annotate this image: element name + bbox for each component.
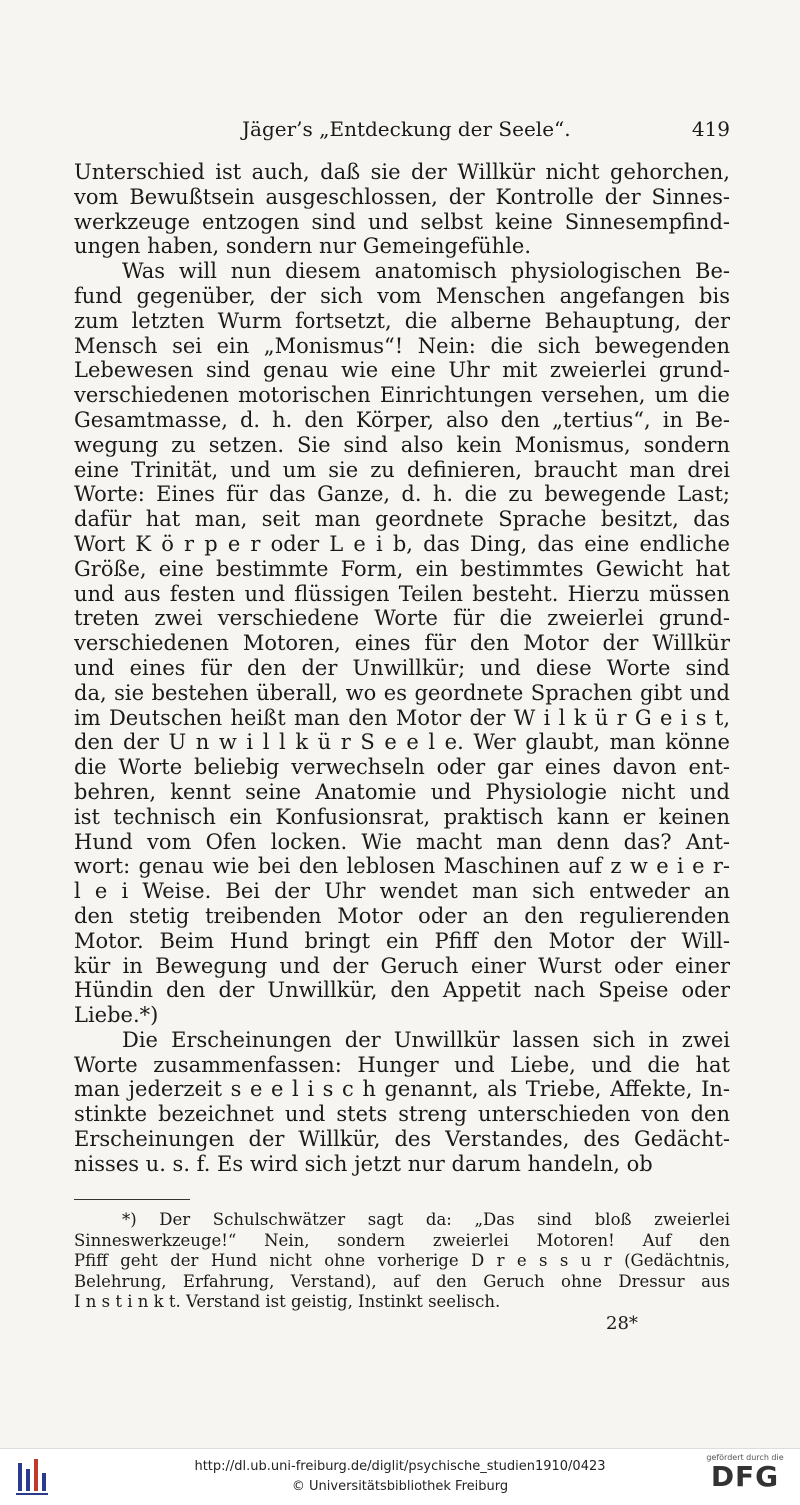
text-line: Hündin den der Unwillkür, den Appetit nach Speise oder: [74, 978, 730, 1003]
text-line: kür in Bewegung und der Geruch einer Wurst oder einer: [74, 953, 730, 978]
text-line: und eines für den der Unwillkür; und diese Worte sind: [74, 655, 730, 680]
footer-bar: [0, 1448, 800, 1505]
text-line: Erscheinungen der Willkür, des Verstandes, des Gedächt-: [74, 1127, 730, 1152]
text-line: Die Erscheinungen der Unwillkür lassen sich in zwei: [122, 1027, 730, 1052]
running-header: [74, 117, 730, 145]
footnote-rule: [74, 1199, 190, 1200]
text-line: treten zwei verschiedene Worte für die zweierlei grund-: [74, 606, 730, 631]
text-line: den stetig treibenden Motor oder an den regulierenden: [74, 903, 730, 928]
text-line: Größe, eine bestimmte Form, ein bestimmtes Gewicht hat: [74, 556, 730, 581]
text-line: Gesamtmasse, d. h. den Körper, also den „tertius“, in Be-: [74, 407, 730, 432]
footer-copyright: © Universitätsbibliothek Freiburg: [291, 1479, 509, 1494]
text-line: man jederzeit s e e l i s c h genannt, als Triebe, Affekte, In-: [74, 1077, 730, 1102]
text-line: die Worte beliebig verwechseln oder gar eines davon ent-: [74, 755, 730, 780]
footnote-line: *) Der Schulschwätzer sagt da: „Das sind bloß zweierlei: [122, 1210, 730, 1229]
text-line: Wort K ö r p e r oder L e i b, das Ding, das eine endliche: [74, 531, 730, 556]
text-line: Unterschied ist auch, daß sie der Willkür nicht gehorchen,: [74, 160, 730, 184]
footer-url[interactable]: http://dl.ub.uni-freiburg.de/diglit/psychische_studien1910/0423: [194, 1459, 606, 1474]
running-title: Jäger’s „Entdeckung der Seele“.: [242, 117, 571, 141]
text-line: wegung zu setzen. Sie sind also kein Monismus, sondern: [74, 432, 730, 457]
text-line: stinkte bezeichnet und stets streng unterschieden von den: [74, 1102, 730, 1127]
text-line: behren, kennt seine Anatomie und Physiologie nicht und: [74, 779, 730, 804]
text-line: im Deutschen heißt man den Motor der W i l k ü r G e i s t,: [74, 705, 730, 730]
text-line: wort: genau wie bei den leblosen Maschinen auf z w e i e r-: [74, 854, 730, 879]
footnote-line: Sinneswerkzeuge!“ Nein, sondern zweierlei Motoren! Auf den: [74, 1230, 730, 1250]
text-line: vom Bewußtsein ausgeschlossen, der Kontrolle der Sinnes-: [74, 184, 730, 209]
text-line: werkzeuge entzogen sind und selbst keine Sinnesempfind-: [74, 209, 730, 234]
footnote-line: I n s t i n k t. Verstand ist geistig, Instinkt seelisch.: [74, 1292, 501, 1311]
text-line: Motor. Beim Hund bringt ein Pfiff den Motor der Will-: [74, 928, 730, 953]
footnote-line: Pfiff geht der Hund nicht ohne vorherige D r e s s u r (Gedächtnis,: [74, 1251, 730, 1270]
signature-mark: 28*: [606, 1313, 638, 1334]
text-line: verschiedenen motorischen Einrichtungen versehen, um die: [74, 383, 730, 408]
body-text: [74, 160, 730, 1177]
text-line: Liebe.*): [74, 1003, 159, 1028]
text-line: fund gegenüber, der sich vom Menschen angefangen bis: [74, 283, 730, 308]
dfg-subtitle: gefördert durch die: [706, 1453, 784, 1462]
text-line: nisses u. s. f. Es wird sich jetzt nur darum handeln, ob: [74, 1151, 653, 1176]
dfg-mark: DFG: [710, 1460, 780, 1493]
text-line: Worte zusammenfassen: Hunger und Liebe, und die hat: [74, 1052, 730, 1077]
text-line: ist technisch ein Konfusionsrat, praktisch kann er keinen: [74, 804, 730, 829]
text-line: ungen haben, sondern nur Gemeingefühle.: [74, 234, 532, 259]
text-line: den der U n w i l l k ü r S e e l e. Wer glaubt, man könne: [74, 730, 730, 755]
page-number: 419: [691, 117, 730, 141]
dfg-logo: [700, 1453, 790, 1492]
text-line: zum letzten Wurm fortsetzt, die alberne Behauptung, der: [74, 308, 730, 333]
footnote: [74, 1210, 730, 1313]
text-line: Lebewesen sind genau wie eine Uhr mit zweierlei grund-: [74, 358, 730, 383]
text-line: l e i Weise. Bei der Uhr wendet man sich entweder an: [74, 879, 730, 904]
text-line: eine Trinität, und um sie zu definieren, braucht man drei: [74, 457, 730, 482]
text-line: Mensch sei ein „Monismus“! Nein: die sich bewegenden: [74, 333, 730, 358]
text-line: da, sie bestehen überall, wo es geordnete Sprachen gibt und: [74, 680, 730, 705]
footnote-line: Belehrung, Erfahrung, Verstand), auf den Geruch ohne Dressur aus: [74, 1271, 730, 1291]
text-line: dafür hat man, seit man geordnete Sprache besitzt, das: [74, 507, 730, 532]
text-line: Worte: Eines für das Ganze, d. h. die zu bewegende Last;: [74, 482, 730, 507]
text-line: verschiedenen Motoren, eines für den Motor der Willkür: [74, 631, 730, 656]
text-line: und aus festen und flüssigen Teilen besteht. Hierzu müssen: [74, 581, 730, 606]
text-line: Was will nun diesem anatomisch physiologischen Be-: [122, 259, 730, 284]
text-line: Hund vom Ofen locken. Wie macht man denn das? Ant-: [74, 829, 730, 854]
